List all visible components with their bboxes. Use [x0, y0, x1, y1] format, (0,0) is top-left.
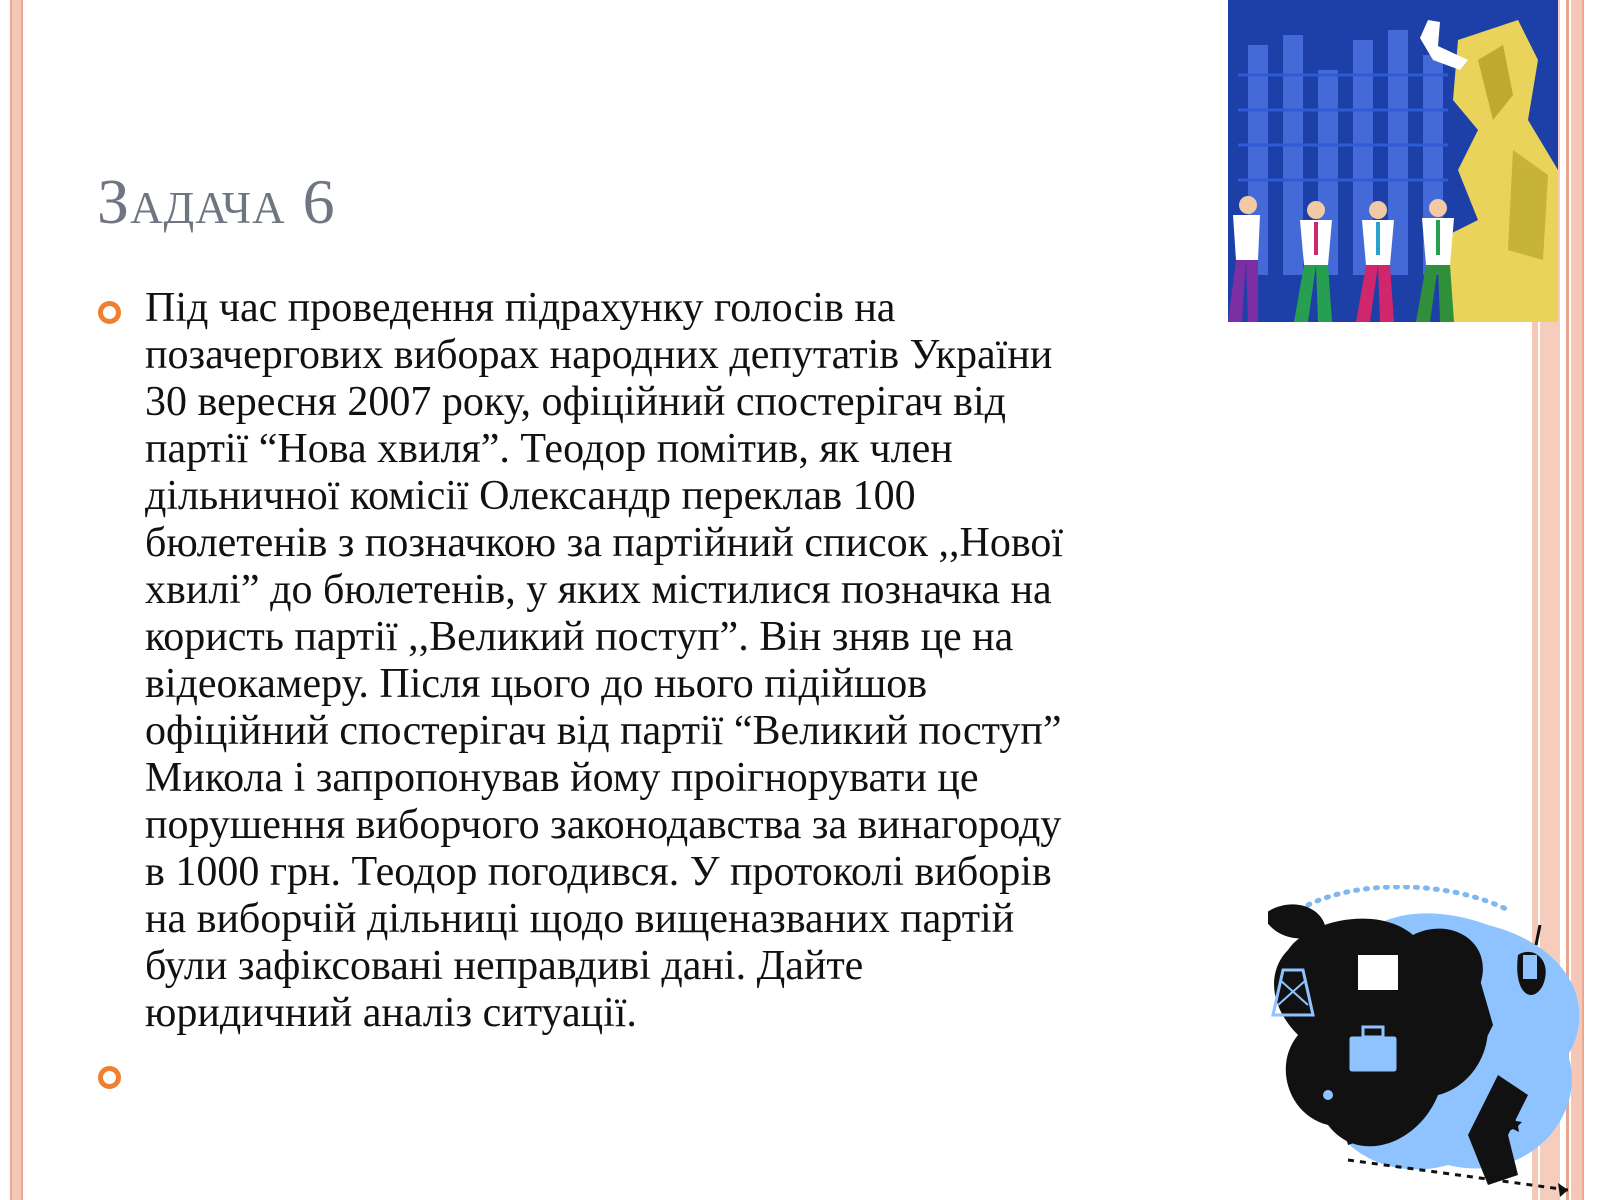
paragraph-line: юридичний аналіз ситуації.	[145, 990, 637, 1036]
paragraph-line: на виборчій дільниці щодо вищеназваних партій	[145, 896, 1015, 942]
communication-business-clipart-icon	[1268, 885, 1598, 1200]
paragraph-line: Микола і запропонував йому проігнорувати це	[145, 755, 979, 801]
paragraph-line: 30 вересня 2007 року, офіційний спостерігач від	[145, 379, 1007, 425]
circle-bullet-icon	[98, 301, 121, 324]
paragraph-line: хвилі” до бюлетенів, у яких містилися позначка на	[145, 567, 1052, 613]
paragraph-line: бюлетенів з позначкою за партійний список ,,Нової	[145, 520, 1064, 566]
paragraph-line: були зафіксовані неправдиві дані. Дайте	[145, 943, 864, 989]
left-decorative-border	[10, 0, 23, 1200]
paragraph-line: дільничної комісії Олександр переклав 100	[145, 473, 916, 519]
paragraph-line: відеокамеру. Після цього до нього підійшов	[145, 661, 928, 707]
paragraph-line: офіційний спостерігач від партії “Великий поступ”	[145, 708, 1062, 754]
paragraph-line: користь партії ,,Великий поступ”. Він зняв це на	[145, 614, 1014, 660]
business-money-clipart-icon	[1228, 0, 1558, 322]
paragraph-line: порушення виборчого законодавства за винагороду	[145, 802, 1062, 848]
paragraph-line: позачергових виборах народних депутатів України	[145, 332, 1053, 378]
slide-title: Задача 6	[97, 166, 336, 237]
paragraph-line: Під час проведення підрахунку голосів на	[145, 285, 896, 331]
empty-bullet-icon	[98, 1066, 121, 1089]
paragraph-line: в 1000 грн. Теодор погодився. У протоколі виборів	[145, 849, 1052, 895]
paragraph-line: партії “Нова хвиля”. Теодор помітив, як член	[145, 426, 953, 472]
slide-body-paragraph	[145, 285, 1365, 1037]
